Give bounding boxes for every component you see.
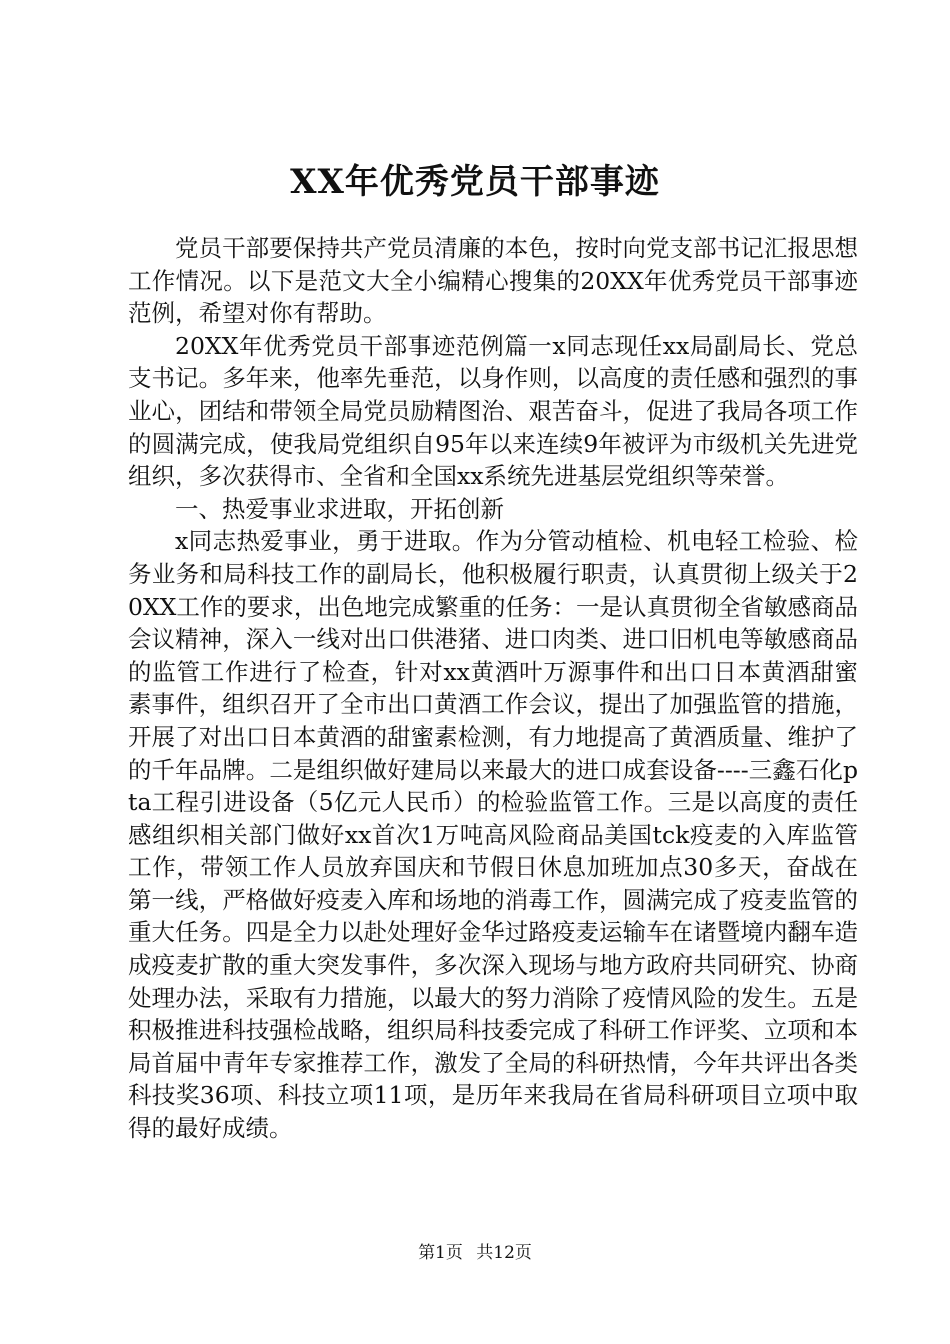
section-heading: 一、热爱事业求进取，开拓创新 xyxy=(175,494,504,523)
paragraph-intro: 党员干部要保持共产党员清廉的本色，按时向党支部书记汇报思想工作情况。以下是范文大全小编精心搜集的20XX年优秀党员干部事迹范例，希望对你有帮助。 xyxy=(128,234,858,328)
page-footer xyxy=(0,1241,950,1265)
document-body xyxy=(128,232,858,1145)
page-number: 第1页 xyxy=(418,1243,463,1263)
paragraph-example-one: 20XX年优秀党员干部事迹范例篇一x同志现任xx局副局长、党总支书记。多年来，他率先垂范，以身作则，以高度的责任感和强烈的事业心，团结和带领全局党员励精图治、艰苦奋斗，促进了我局各项工作的圆满完成，使我局党组织自95年以来连续9年被评为市级机关先进党组织，多次获得市、全省和全国xx系统先进基层党组织等荣誉。 xyxy=(128,331,858,491)
paragraph-achievements: x同志热爱事业，勇于进取。作为分管动植检、机电轻工检验、检务业务和局科技工作的副局长，他积极履行职责，认真贯彻上级关于20XX工作的要求，出色地完成繁重的任务：一是认真贯彻全省敏感商品会议精神，深入一线对出口供港猪、进口肉类、进口旧机电等敏感商品的监管工作进行了检查，针对xx黄酒叶万源事件和出口日本黄酒甜蜜素事件，组织召开了全市出口黄酒工作会议，提出了加强监管的措施，开展了对出口日本黄酒的甜蜜素检测，有力地提高了黄酒质量、维护了的千年品牌。二是组织做好建局以来最大的进口成套设备----三鑫石化pta工程引进设备（5亿元人民币）的检验监管工作。三是以高度的责任感组织相关部门做好xx首次1万吨高风险商品美国tck疫麦的入库监管工作，带领工作人员放弃国庆和节假日休息加班加点30多天，奋战在第一线，严格做好疫麦入库和场地的消毒工作，圆满完成了疫麦监管的重大任务。四是全力以赴处理好金华过路疫麦运输车在诸暨境内翻车造成疫麦扩散的重大突发事件，多次深入现场与地方政府共同研究、协商处理办法，采取有力措施，以最大的努力消除了疫情风险的发生。五是积极推进科技强检战略，组织局科技委完成了科研工作评奖、立项和本局首届中青年专家推荐工作，激发了全局的科研热情，今年共评出各类科技奖36项、科技立项11项，是历年来我局在省局科研项目立项中取得的最好成绩。 xyxy=(128,527,858,1143)
document-title: XX年优秀党员干部事迹 xyxy=(290,162,660,202)
page-total: 共12页 xyxy=(476,1243,532,1263)
